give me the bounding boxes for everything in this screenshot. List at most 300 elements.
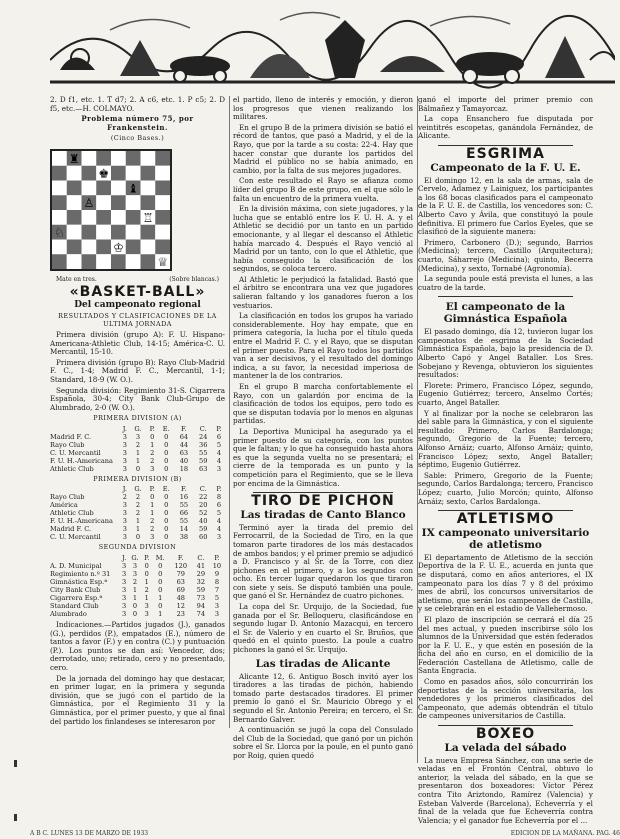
table-cell: 3 <box>121 586 127 595</box>
table-cell: 23 <box>176 610 185 619</box>
board-square <box>96 254 111 269</box>
board-square <box>52 239 67 254</box>
table-header-cell: P. <box>149 424 155 433</box>
team-name: Madrid F. C. <box>50 525 92 534</box>
table-cell: 0 <box>150 432 155 441</box>
table-cell: 2 <box>135 440 141 449</box>
table-cell: 6 <box>216 501 222 510</box>
team-name: Gimnástica Esp.ª <box>50 578 108 587</box>
table-cell: 2 <box>150 517 155 526</box>
paragraph: El domingo 12, en la sala de armas, sala de Cervelo, Adamez y Lainiguez, los participantes a los 68 bocas clasificados para el campeonato de la F. U. E. de Castilla, los vencedores son: C. Alberto Cavo y Ávila, que constituyó la poule definitiva. El primero fue Carlos Eyeles, que se clasificó de la siguiente manera: <box>418 175 593 237</box>
paragraph: Indicaciones.—Partidos jugados (J.), ganados (G.), perdidos (P.), empatados (E.), número de tantos a favor (F.) y en contra (C.) y puntuación (P.). Los puntos se dan así: Vencedor, dos; derrotado, uno; retirado, cero y no presentado, cero. <box>50 620 225 673</box>
table-cell: 4 <box>216 525 222 534</box>
board-square <box>67 166 82 181</box>
team-name: A. D. Municipal <box>50 562 102 571</box>
table-cell: 0 <box>164 525 169 534</box>
board-square <box>82 239 97 254</box>
table-row <box>50 449 225 457</box>
table-row <box>50 562 225 570</box>
boxeo-subtitle: La velada del sábado <box>444 741 567 754</box>
table-cell: 3 <box>122 456 127 465</box>
table-cell: 0 <box>158 578 163 587</box>
table-cell: 59 <box>196 586 206 595</box>
table-header-cell: F. <box>181 485 187 494</box>
table-cell: 3 <box>132 570 138 579</box>
table-header-cell: J. <box>122 424 127 433</box>
team-name: C. U. Mercantil <box>50 533 101 542</box>
board-square <box>155 195 170 210</box>
table-cell: 40 <box>199 517 208 526</box>
table-a-title: PRIMERA DIVISION (A) <box>93 414 182 423</box>
table-cell: 44 <box>179 440 189 449</box>
table-row <box>50 570 225 578</box>
board-caption-left: Mate en tres. <box>56 275 97 283</box>
table-cell: 0 <box>164 501 169 510</box>
table-cell: 3 <box>121 594 127 603</box>
paragraph: En el grupo B de la primera división se batió el récord de tantos, que pasó a Madrid, y el de la Rayo, que por la tarde a su costa: 22-4. Hay que hacer constar que durante los partidos del Madrid el público no se había animado, en cambio, por la falta de sus mejores jugadores. <box>233 122 413 175</box>
board-square <box>155 180 170 195</box>
table-cell: 2 <box>132 578 138 587</box>
divider <box>438 296 573 297</box>
table-cell: 64 <box>179 432 189 441</box>
table-cell: 3 <box>144 602 149 611</box>
table-cell: 2 <box>122 493 127 502</box>
table-cell: 1 <box>150 501 155 510</box>
board-caption <box>56 276 219 285</box>
chess-piece <box>84 196 95 210</box>
table-cell: 3 <box>216 533 222 542</box>
board-square <box>155 210 170 225</box>
table-cell: 3 <box>122 464 127 473</box>
board-square <box>155 225 170 240</box>
table-cell: 0 <box>132 602 138 611</box>
paragraph: Segunda división: Regimiento 31-S. Cigarrera Española, 30-4; City Bank Club-Grupo de Alumbrado, 2-0 (W. O.). <box>50 385 225 412</box>
paragraph: La segunda poule está prevista el lunes, a las cuatro de la tarde. <box>418 274 593 292</box>
board-square <box>52 210 67 225</box>
table-cell: 1 <box>135 525 141 534</box>
table-cell: 0 <box>135 464 141 473</box>
table-cell: 0 <box>150 493 155 502</box>
standings-table-c <box>50 554 225 618</box>
table-cell: 63 <box>176 578 185 587</box>
chess-piece <box>143 211 154 225</box>
table-cell: 2 <box>150 525 155 534</box>
esgrima-subtitle: Campeonato de la F. U. E. <box>430 161 581 174</box>
table-cell: 3 <box>214 610 220 619</box>
paragraph: Primera división (grupo A): F. U. Hispano-Americana-Athletic Club, 14-15; América-C. U. Mercantil, 15-10. <box>50 329 225 357</box>
table-cell: 73 <box>196 594 206 603</box>
table-cell: 0 <box>158 586 163 595</box>
table-cell: 3 <box>122 525 127 534</box>
table-cell: 1 <box>150 509 155 518</box>
table-header-cell: P. <box>216 485 222 494</box>
table-cell: 5 <box>216 509 222 518</box>
table-cell: 63 <box>179 448 189 457</box>
team-name: F. U. H.-Americana <box>50 456 113 465</box>
table-cell: 2 <box>144 586 149 595</box>
table-cell: 94 <box>196 602 206 611</box>
basket-title: «BASKET-BALL» <box>69 284 206 301</box>
table-cell: 1 <box>135 456 141 465</box>
table-cell: 66 <box>179 509 189 518</box>
board-square <box>126 195 141 210</box>
table-cell: 3 <box>144 610 149 619</box>
table-b-title: PRIMERA DIVISION (B) <box>93 474 182 483</box>
paragraph: La copa Ensanchero fue disputada por veintitrés escopetas, ganándola Fernández, de Alicante. <box>418 114 593 141</box>
chess-piece <box>54 226 65 240</box>
table-cell: 8 <box>214 578 220 587</box>
table-row <box>50 441 225 449</box>
table-row <box>50 578 225 586</box>
board-square <box>126 210 141 225</box>
board-square <box>111 166 126 181</box>
team-name: Madrid F. C. <box>50 432 92 441</box>
board-square <box>96 225 111 240</box>
team-name: Regimiento n.º 31 <box>50 570 111 579</box>
alicante-title: Las tiradas de Alicante <box>255 657 391 670</box>
team-name: Alumbrado <box>50 610 87 619</box>
table-cell: 7 <box>214 586 220 595</box>
table-cell: 0 <box>158 570 163 579</box>
table-cell: 74 <box>196 610 206 619</box>
table-cell: 0 <box>164 517 169 526</box>
table-cell: 3 <box>214 602 220 611</box>
problem-subtitle: (Cinco Bases.) <box>110 134 165 143</box>
paragraph: El pasado domingo, día 12, tuvieron lugar los campeonatos de esgrima de la Sociedad Gimnástica Española, bajo la presidencia de D. Alberto Capó y Angel Bataller. Los Sres. Sobejano y Revenga, obtuvieron los siguientes resultados: <box>418 327 593 380</box>
team-name: City Bank Club <box>50 586 101 595</box>
board-square <box>52 166 67 181</box>
board-square <box>82 254 97 269</box>
table-cell: 3 <box>121 570 127 579</box>
table-cell: 0 <box>164 440 169 449</box>
table-cell: 5 <box>216 440 222 449</box>
board-square <box>96 195 111 210</box>
paragraph: Y al finalizar por la noche se celebraron las del sable para la Gimnástica, y con el siguiente resultado: Primero, Carlos Bardalonga; segundo, Gregorio de la Fuente; tercero, Alfonso Arnáiz; cuarto, Alfonso Arnáiz; quinto, Francisco López; sexto, Angel Bataller; séptimo, Eugenio Gutiérrez. <box>418 408 593 470</box>
table-cell: 3 <box>122 440 127 449</box>
board-square <box>52 180 67 195</box>
atletismo-subtitle: IX campeonato universitario de atletismo <box>421 526 590 551</box>
tiro-subtitle: Las tiradas de Canto Blanco <box>240 508 406 521</box>
basket-caps: RESULTADOS Y CLASIFICACIONES DE LA ULTIMA JORNADA <box>58 311 217 329</box>
table-cell: 59 <box>199 456 208 465</box>
paragraph: ganó el importe del primer premio con Bálmañez y Tamayorcaz. <box>418 95 593 113</box>
team-name: Standard Club <box>50 602 99 611</box>
board-square <box>82 166 97 181</box>
table-cell: 20 <box>199 501 208 510</box>
table-row <box>50 610 225 618</box>
table-header-cell: J. <box>122 485 127 494</box>
table-cell: 1 <box>144 594 149 603</box>
table-cell: 18 <box>179 464 189 473</box>
table-cell: 10 <box>212 562 222 571</box>
table-cell: 0 <box>132 610 138 619</box>
paragraph: En la división máxima, con siete jugadores, y la lucha que se entabló entre los F. U. H. A. y el Athletic se decidió por un tanto en un partido emocionante, y al llegar el descanso el Athletic había marcado 4. Después el Rayo venció al Madrid por un tanto, con lo que el Athletic, que había conseguido la clasificación de los segundos, se coloca tercero. <box>233 204 413 274</box>
paragraph: El plazo de inscripción se cerrará el día 25 del mes actual, y pueden inscribirse sólo los alumnos de la Universidad que estén federados por la F. U. E., y que estén en posesión de la ficha del año en curso, en el domicilio de la Federación Castellana de Atletismo, calle de Santa Engracia. <box>418 614 593 676</box>
table-cell: 3 <box>216 464 222 473</box>
board-square <box>141 166 156 181</box>
table-cell: 14 <box>179 525 189 534</box>
gimnastica-title: El campeonato de la Gimnástica Española <box>443 301 568 326</box>
board-square <box>126 151 141 166</box>
table-cell: 120 <box>174 562 188 571</box>
board-square <box>155 151 170 166</box>
table-cell: 59 <box>199 525 208 534</box>
paragraph: Con este resultado el Rayo se afianza como líder del grupo B de este grupo, en el que sólo le falta un encuentro de la primera vuelta. <box>233 176 413 203</box>
paragraph: Como en pasados años, sólo concurrirán los deportistas de la sección universitaria, los vendedores y los primeros clasificados del Campeonato, que además obtendrán el título de campeones universitarios de Castilla. <box>418 677 593 721</box>
board-square <box>111 195 126 210</box>
table-row <box>50 493 225 501</box>
board-square <box>126 254 141 269</box>
table-row <box>50 501 225 509</box>
table-header-cell: C. <box>197 554 205 563</box>
table-cell: 3 <box>122 517 127 526</box>
table-cell: 63 <box>199 464 208 473</box>
board-square <box>96 239 111 254</box>
footer-center: EDICION DE LA MAÑANA. PAG. 46 <box>510 830 620 837</box>
paragraph: De la jornada del domingo hay que destacar, en primer lugar, en la primera y segunda división, que se jugó con el partido de la Gimnástica, por el Regimiento 31 y la Gimnástica, por el primer puesto, y que al final del partido los finlandeses se interesaron por <box>50 673 225 726</box>
table-cell: 9 <box>214 570 220 579</box>
board-square <box>67 210 82 225</box>
table-cell: 1 <box>135 448 141 457</box>
table-cell: 0 <box>164 448 169 457</box>
paragraph: En el grupo B marcha confortablemente el Rayo, con un galardón por encima de la clasificación de todos los equipos, pero todo es que se disputan todavía por lo menos en algunas partidas. <box>233 382 413 426</box>
team-name: Cigarrera Esp.ª <box>50 594 103 603</box>
table-header-cell: P. <box>214 554 220 563</box>
table-cell: 79 <box>176 570 185 579</box>
table-cell: 3 <box>122 501 127 510</box>
table-header-cell: C. <box>199 485 207 494</box>
table-cell: 12 <box>176 602 185 611</box>
team-name: C. U. Mercantil <box>50 448 101 457</box>
table-cell: 0 <box>144 570 149 579</box>
paragraph: Terminó ayer la tirada del premio del Ferrocarril, de la Sociedad de Tiro, en la que tomaron parte tiradores de los más destacados de ambos bandos; y el primer premio se adjudicó a D. Francisco y al Sr. de la Torre, con diez pichones en el primero, y a los segundos con ocho. En tercer lugar quedaron los que tiraron con siete y seis. Se disputó también una poule, que ganó el Sr. Hernández de cuatro pichones. <box>233 522 413 601</box>
chess-piece <box>113 240 124 254</box>
board-square <box>141 239 156 254</box>
table-header-cell: P. <box>149 485 155 494</box>
team-name: Athletic Club <box>50 464 94 473</box>
table-cell: 3 <box>122 448 127 457</box>
boxeo-title: BOXEO <box>475 726 536 743</box>
table-cell: 4 <box>216 517 222 526</box>
table-cell: 6 <box>216 432 222 441</box>
board-square <box>52 195 67 210</box>
paragraph: Alicante 12, 6. Antiguo Bosch invitó ayer los tiradores a las tiradas de pichón, habiendo tomado parte destacados tiradores. El primer premio lo ganó el Sr. Mauricio Obrego y el segundo el Sr. Antonio Pereira; en tercero, el Sr. Bernardo Galver. <box>233 671 413 724</box>
table-cell: 1 <box>158 610 163 619</box>
table-cell: 3 <box>121 578 127 587</box>
board-square <box>111 151 126 166</box>
column-1 <box>50 96 230 728</box>
paragraph: Primero, Carbonero (D.); segundo, Barrios (Medicina); tercero, Castillo (Arquitectura); cuarto, Sáharrejo (Medicina); quinto, Becerra (Medicina), y sexto, Tornabé (Agronomía). <box>418 237 593 273</box>
team-name: Athletic Club <box>50 509 94 518</box>
table-cell: 41 <box>196 562 206 571</box>
basket-subtitle: Del campeonato regional <box>74 299 201 310</box>
table-row <box>50 594 225 602</box>
table-header-cell: C. <box>199 424 207 433</box>
paragraph: El departamento de Atletismo de la sección Deportiva de la F. U. E., acuerda en junta que se disputará, como en años anteriores, el IX campeonato para los días 7 y 8 del próximo mes de abril, los concursos universitarios de atletismo, que serán los campeones de Castilla, y se celebrarán en el estadio de Vallehermoso. <box>418 552 593 614</box>
table-cell: 3 <box>150 533 155 542</box>
table-cell: 55 <box>179 517 189 526</box>
board-square <box>141 225 156 240</box>
chess-moves: 2. D f1, etc. 1. T d7; 2. A c6, etc. 1. P c5; 2. D f5, etc.—H. COLMAYO. <box>50 95 225 113</box>
footer-left: A B C. LUNES 13 DE MARZO DE 1933 <box>30 830 149 837</box>
chess-piece <box>157 255 168 269</box>
table-header-cell: G. <box>134 485 142 494</box>
standings-table-b <box>50 485 225 541</box>
board-square <box>82 151 97 166</box>
board-square <box>96 151 111 166</box>
board-square <box>111 210 126 225</box>
team-name: Rayo Club <box>50 440 85 449</box>
table-cell: 3 <box>121 562 127 571</box>
chess-piece <box>128 181 139 195</box>
team-name: Rayo Club <box>50 493 85 502</box>
table-row <box>50 525 225 533</box>
page-footer <box>30 830 620 837</box>
table-header-cell: F. <box>177 554 184 563</box>
table-cell: 32 <box>196 578 206 587</box>
table-cell: 60 <box>199 533 208 542</box>
table-cell: 3 <box>122 509 127 518</box>
paragraph: Al Athletic le perjudicó la fatalidad. Bastó que el árbitro se encontrara una vez que jugadores salieran faltando y los ganadores fueron a los vestuarios. <box>233 274 413 310</box>
board-square <box>52 151 67 166</box>
table-header-cell: E. <box>162 485 170 494</box>
table-header-cell: G. <box>131 554 139 563</box>
table-cell: 52 <box>199 509 208 518</box>
team-name: América <box>50 501 78 510</box>
table-cell: 29 <box>196 570 206 579</box>
paragraph: Sable: Primero, Gregorio de la Fuente; segundo, Carlos Bardalonga; tercero, Francisco López; cuarto, Julio Morcón; quinto, Alfonso Arnáiz; sexto, Carlos Bardalonga. <box>418 470 593 506</box>
table-cell: 1 <box>150 440 155 449</box>
paragraph: La copa del Sr. Urquijo, de la Sociedad, fue ganada por el Sr. Belloqueru, clasificándose en segundo lugar D. Antonio Mazacqui, en tercero el Sr. de Valerio y en cuarto el Sr. Bruños, que quedó en el quinto puesto. La poule a cuatro pichones la ganó el Sr. Urquijo. <box>233 602 413 655</box>
table-cell: 3 <box>132 562 138 571</box>
table-cell: 0 <box>144 562 149 571</box>
table-cell: 0 <box>164 432 169 441</box>
sports-header-illustration <box>50 0 615 92</box>
table-cell: 55 <box>199 448 208 457</box>
tiro-title: TIRO DE PICHON <box>251 493 395 510</box>
table-row <box>50 457 225 465</box>
table-header-cell: G. <box>134 424 142 433</box>
paragraph: La clasificación en todos los grupos ha variado considerablemente. Hoy hay empate, que en primera categoría, la lucha por el título queda entre el Madrid F. C. y el Rayo, que se disputan el primer puesto. Para el Rayo todos los partidos van a ser decisivos, y el resultado del domingo indica, a su favor, la necesidad imperiosa de mantener la de los contrarios. <box>233 311 413 381</box>
table-cell: 16 <box>179 493 189 502</box>
table-cell: 1 <box>132 594 138 603</box>
board-square <box>67 239 82 254</box>
board-square <box>141 151 156 166</box>
table-cell: 0 <box>164 493 169 502</box>
paragraph: el partido, lleno de interés y emoción, y dieron los progresos que vienen realizando los militares. <box>233 95 413 122</box>
table-row <box>50 465 225 473</box>
board-square <box>126 239 141 254</box>
table-cell: 3 <box>121 610 127 619</box>
table-cell: 4 <box>216 448 222 457</box>
table-cell: 1 <box>132 586 138 595</box>
board-square <box>111 180 126 195</box>
table-cell: 3 <box>122 533 127 542</box>
board-square <box>155 239 170 254</box>
column-2 <box>233 96 418 763</box>
table-header-cell: M. <box>155 554 165 563</box>
table-row <box>50 517 225 525</box>
table-cell: 55 <box>179 501 189 510</box>
fold-mark <box>14 814 17 821</box>
table-cell: 2 <box>135 501 141 510</box>
board-square <box>96 210 111 225</box>
table-cell: 1 <box>144 578 149 587</box>
table-cell: 2 <box>150 448 155 457</box>
chess-piece <box>98 167 109 181</box>
table-cell: 0 <box>158 602 163 611</box>
board-square <box>141 180 156 195</box>
table-cell: 24 <box>199 432 208 441</box>
board-square <box>96 180 111 195</box>
team-name: F. U. H.-Americana <box>50 517 113 526</box>
table-cell: 8 <box>216 493 222 502</box>
board-caption-right: (Sobre blancas.) <box>169 275 219 283</box>
table-row <box>50 602 225 610</box>
table-cell: 3 <box>121 602 127 611</box>
table-cell: 40 <box>179 456 189 465</box>
table-cell: 69 <box>176 586 185 595</box>
table-cell: 3 <box>150 464 155 473</box>
table-cell: 0 <box>164 456 169 465</box>
table-cell: 1 <box>158 594 163 603</box>
chess-piece <box>69 152 80 166</box>
board-square <box>111 254 126 269</box>
table-header-cell: P. <box>144 554 150 563</box>
table-cell: 38 <box>179 533 189 542</box>
table-cell: 0 <box>158 562 163 571</box>
column-3 <box>418 96 593 827</box>
table-cell: 2 <box>150 456 155 465</box>
board-square <box>82 180 97 195</box>
board-square <box>67 254 82 269</box>
table-cell: 0 <box>164 509 169 518</box>
board-square <box>67 195 82 210</box>
table-cell: 2 <box>135 493 141 502</box>
board-square <box>82 225 97 240</box>
chess-board <box>50 149 172 271</box>
paragraph: A continuación se jugó la copa del Consulado del Club de la Sociedad, que ganó por un pichón sobre el Sr. Llorca por la poule, en el punto ganó por Roig, quien quedó <box>233 725 413 760</box>
table-cell: 36 <box>199 440 208 449</box>
table-row <box>50 533 225 541</box>
table-cell: 48 <box>176 594 185 603</box>
table-cell: 1 <box>135 517 141 526</box>
table-cell: 3 <box>122 432 127 441</box>
paragraph: La Deportiva Municipal ha asegurado ya el primer puesto de su categoría, con los puntos que le faltan; y lo que ha conseguido hasta ahora es que la segunda vuelta no se presentará; el cierre de la temporada es un punto y la competición para el Regimiento, que se le lleva por encima de la Gimnástica. <box>233 426 413 488</box>
table-header-cell: E. <box>162 424 170 433</box>
board-square <box>67 180 82 195</box>
table-cell: 4 <box>216 456 222 465</box>
table-cell: 0 <box>164 464 169 473</box>
problem-title: Problema número 75, por Frankenstein. <box>81 114 194 132</box>
paragraph: La nueva Empresa Sánchez, con una serie de veladas en el Frontón Central, obtuvo lo anterior, la velada del sábado, en la que se presentaron dos boxeadores: Víctor Pérez contra Tito Ariztondo, Ramírez (Valencia) y Esteban Valverde (Barcelona), Echeverría y el final de la velada que fue Echeverría contra Valencia; y el ganador fue Echeverría por el ... <box>418 755 593 825</box>
board-square <box>111 225 126 240</box>
board-square <box>126 166 141 181</box>
board-square <box>141 254 156 269</box>
paragraph: Florete: Primero, Francisco López, segundo, Eugenio Gutiérrez; tercero, Anselmo Cortés; cuarto, Angel Bataller. <box>418 380 593 408</box>
board-square <box>52 254 67 269</box>
table-cell: 22 <box>199 493 208 502</box>
table-row <box>50 586 225 594</box>
table-c-title: SEGUNDA DIVISION <box>98 543 177 552</box>
board-square <box>155 166 170 181</box>
atletismo-title: ATLETISMO <box>456 511 555 528</box>
table-cell: 0 <box>135 533 141 542</box>
board-square <box>67 225 82 240</box>
table-row <box>50 509 225 517</box>
standings-table-a <box>50 425 225 473</box>
table-cell: 5 <box>214 594 220 603</box>
